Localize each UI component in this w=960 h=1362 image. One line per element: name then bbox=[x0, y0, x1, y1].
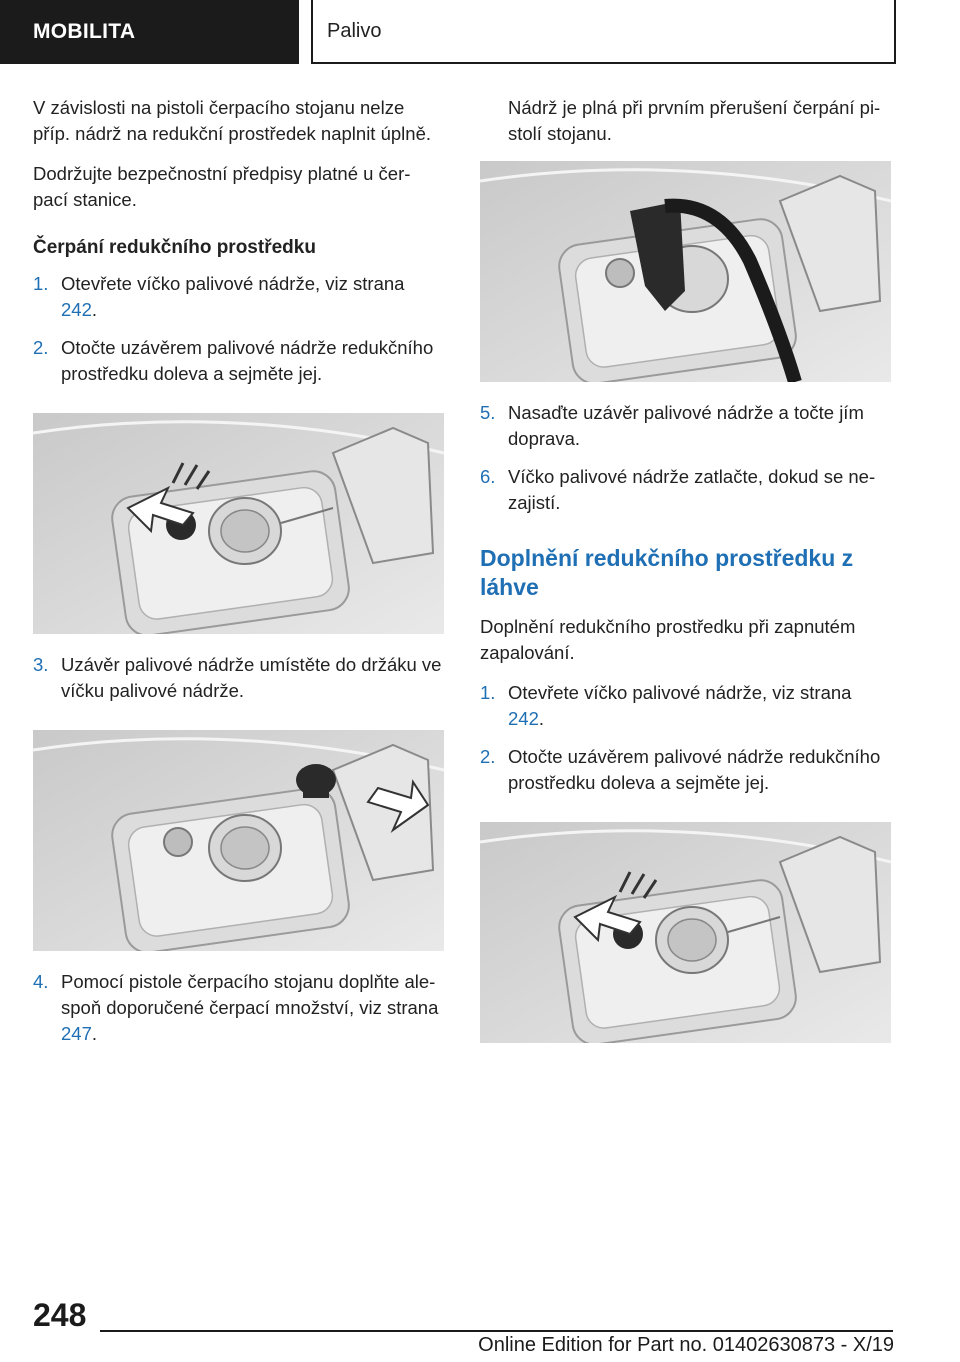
step-number: 5. bbox=[480, 402, 496, 423]
step-text: Otevřete víčko palivové nádrže, viz strana 242. bbox=[508, 682, 852, 729]
list-item bbox=[480, 464, 892, 516]
step-number: 3. bbox=[33, 654, 49, 675]
left-column bbox=[33, 95, 445, 1059]
edition-note: Online Edition for Part no. 01402630873 - X/19 bbox=[478, 1334, 894, 1356]
step-text: Víčko palivové nádrže zatlačte, dokud se ne-zajistí. bbox=[508, 466, 876, 513]
step-number: 1. bbox=[33, 273, 49, 294]
illustration bbox=[33, 413, 444, 634]
list-item bbox=[33, 969, 445, 1047]
fuel-cap-remove-image-2 bbox=[480, 822, 891, 1043]
cap-holder-image bbox=[33, 730, 444, 951]
illustration bbox=[33, 730, 444, 951]
step-number: 1. bbox=[480, 682, 496, 703]
section-intro: Doplnění redukčního prostředku při zapnutém zapalování. bbox=[480, 616, 856, 663]
list-item bbox=[33, 652, 445, 704]
topic-title: Palivo bbox=[327, 19, 382, 42]
list-item bbox=[480, 744, 892, 796]
page-link[interactable]: 247 bbox=[61, 1023, 92, 1044]
step-number: 2. bbox=[480, 746, 496, 767]
page-number: 248 bbox=[33, 1297, 87, 1333]
list-item bbox=[33, 271, 445, 323]
list-item bbox=[480, 400, 892, 452]
step-number: 4. bbox=[33, 971, 49, 992]
step-text: Otočte uzávěrem palivové nádrže redukčního prostředku doleva a sejměte jej. bbox=[508, 746, 881, 793]
continued-note bbox=[480, 95, 892, 147]
section-title: MOBILITA bbox=[33, 20, 136, 43]
footer-rule bbox=[100, 1330, 893, 1332]
fuel-cap-remove-image bbox=[33, 413, 444, 634]
step-text: Uzávěr palivové nádrže umístěte do držáku ve víčku palivové nádrže. bbox=[61, 654, 442, 701]
safety-paragraph: Dodržujte bezpečnostní předpisy platné u čer-pací stanice. bbox=[33, 163, 411, 210]
step-text: Otočte uzávěrem palivové nádrže redukčního prostředku doleva a sejměte jej. bbox=[61, 337, 434, 384]
step-number: 2. bbox=[33, 337, 49, 358]
step-text: Otevřete víčko palivové nádrže, viz strana 242. bbox=[61, 273, 405, 320]
page-link[interactable]: 242 bbox=[508, 708, 539, 729]
list-item bbox=[33, 335, 445, 387]
illustration bbox=[480, 822, 891, 1043]
step-number: 6. bbox=[480, 466, 496, 487]
list-item bbox=[480, 680, 892, 732]
illustration bbox=[480, 161, 891, 382]
topic-tab bbox=[311, 0, 896, 64]
page-link[interactable]: 242 bbox=[61, 299, 92, 320]
intro-paragraph: V závislosti na pistoli čerpacího stojanu nelze příp. nádrž na redukční prostředek naplnit úplně. bbox=[33, 97, 431, 144]
right-column bbox=[480, 95, 892, 1061]
subheading: Čerpání redukčního prostředku bbox=[33, 237, 316, 258]
section-tab bbox=[0, 0, 299, 64]
refuel-nozzle-image bbox=[480, 161, 891, 382]
section-heading: Doplnění redukčního prostředku z láhve bbox=[480, 545, 854, 600]
step-text: Pomocí pistole čerpacího stojanu doplňte ale-spoň doporučené čerpací množství, viz strana 247. bbox=[61, 971, 439, 1044]
full-tank-note: Nádrž je plná při prvním přerušení čerpání pi-stolí stojanu. bbox=[508, 97, 881, 144]
step-text: Nasaďte uzávěr palivové nádrže a točte jím doprava. bbox=[508, 402, 864, 449]
